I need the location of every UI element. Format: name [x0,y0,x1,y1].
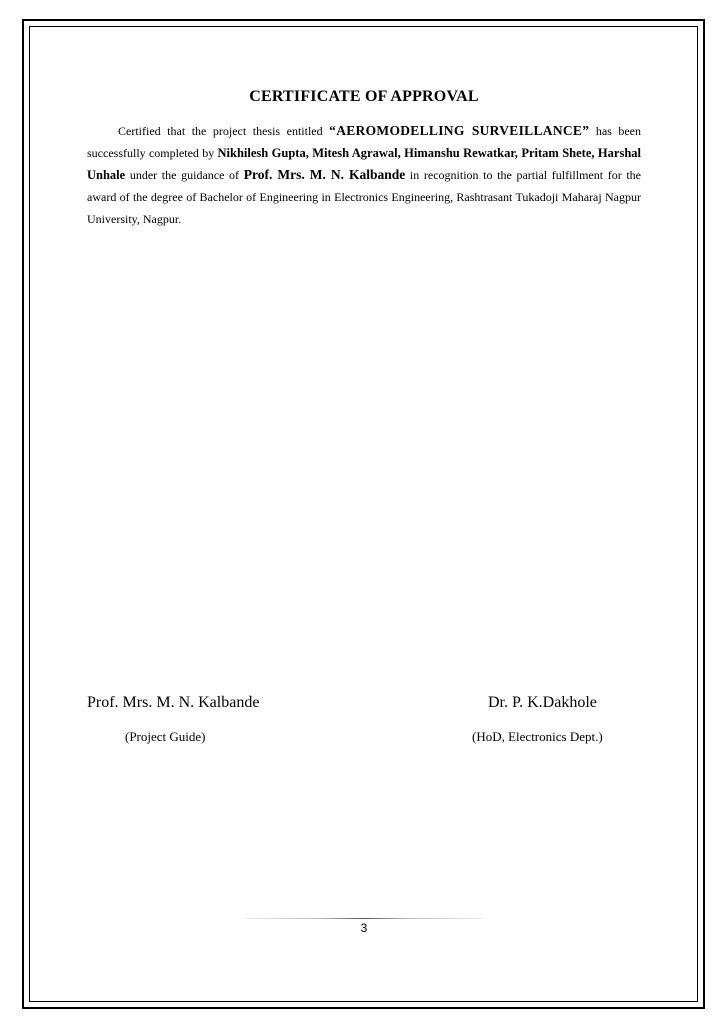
footer-divider [246,918,482,919]
left-signatory-role: (Project Guide) [125,729,206,744]
body-closing: in recognition to the partial fulfillment for the award of the degree of Bachelor of Engineering in Electronics Engineering, Rashtrasant Tukadoji Maharaj Nagpur University, Nagpur. [87,168,641,226]
page-number: 3 [360,921,368,935]
guide-name-inline: Prof. Mrs. M. N. Kalbande [243,167,406,182]
certificate-title: CERTIFICATE OF APPROVAL [249,88,479,105]
body-intro: Certified that the project thesis entitled [118,124,330,138]
body-guidance: under the guidance of [125,168,244,182]
student-names: Nikhilesh Gupta, Mitesh Agrawal, Himanshu Rewatkar, Pritam Shete, Harshal Unhale [87,146,641,182]
right-signatory-role: (HoD, Electronics Dept.) [472,729,603,744]
project-title: “AEROMODELLING SURVEILLANCE” [329,123,590,138]
certificate-body [87,120,641,230]
body-middle: has been successfully completed by [87,124,641,160]
left-signatory-name: Prof. Mrs. M. N. Kalbande [87,694,260,711]
right-signatory-name: Dr. P. K.Dakhole [488,694,597,711]
